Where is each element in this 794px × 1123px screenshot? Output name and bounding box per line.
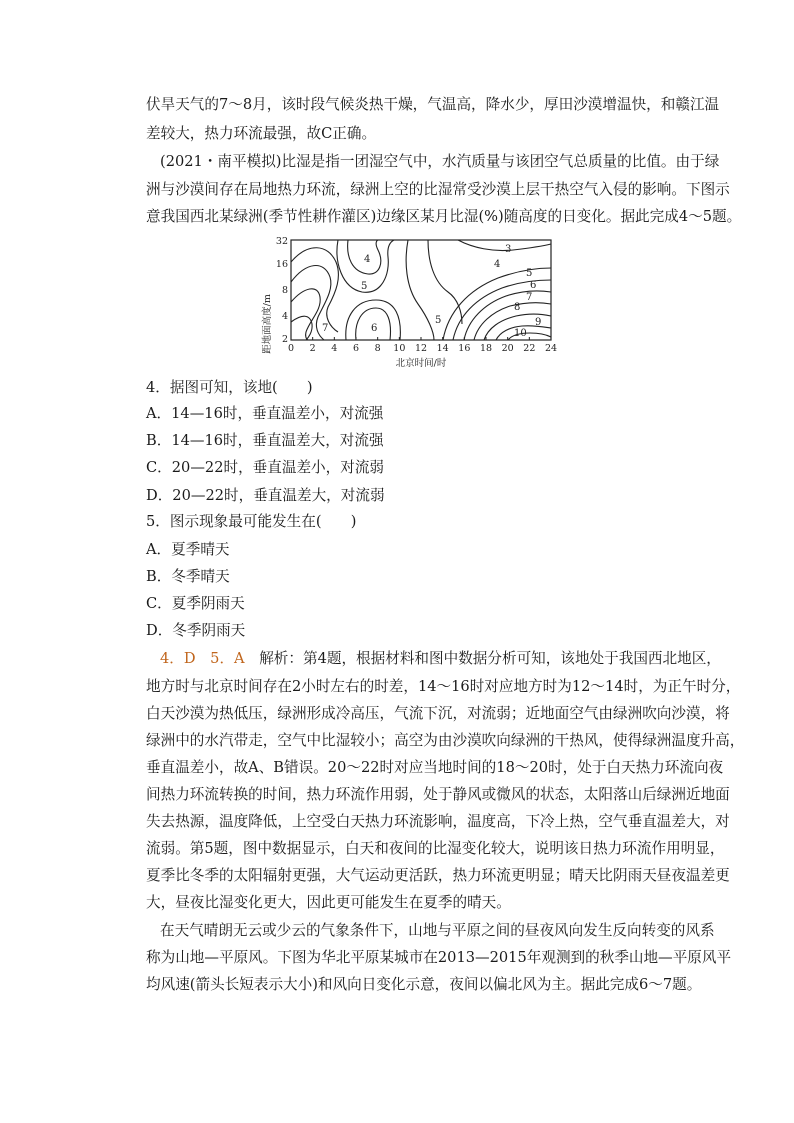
x-tick-label: 10 (393, 343, 406, 354)
y-tick-label: 16 (275, 259, 288, 270)
contour-label: 5 (435, 315, 442, 326)
contour-line (406, 240, 434, 340)
question-4-option-b[interactable]: B．14—16时，垂直温差大，对流强 (146, 432, 384, 449)
contour-label: 6 (371, 323, 378, 334)
contour-lines (291, 240, 551, 340)
y-tick-label: 32 (275, 236, 288, 247)
text-line: 意我国西北某绿洲(季节性耕作灌区)边缘区某月比湿(%)随高度的日变化。据此完成4～5题。 (146, 208, 742, 225)
y-tick-label: 4 (281, 311, 288, 322)
contour-label: 4 (494, 259, 501, 270)
contour-line (428, 240, 462, 324)
question-5-stem: 5．图示现象最可能发生在( ) (146, 513, 357, 530)
y-tick-label: 8 (281, 285, 288, 296)
analysis-line: 地方时与北京时间存在2小时左右的时差，14～16时对应地方时为12～14时，为正午时分， (146, 678, 741, 695)
question-4-stem: 4．据图可知，该地( ) (146, 379, 313, 396)
contour-label: 5 (526, 268, 533, 279)
analysis-line: 白天沙漠为热低压，绿洲形成冷高压，气流下沉，对流弱；近地面空气由绿洲吹向沙漠，将 (146, 705, 730, 722)
analysis-line: 失去热源，温度降低，上空受白天热力环流影响，温度高，下冷上热，空气垂直温差大，对 (146, 813, 730, 830)
question-5-option-c[interactable]: C．夏季阴雨天 (146, 595, 245, 612)
analysis-line: 间热力环流转换的时间，热力环流作用弱，处于静风或微风的状态，太阳落山后绿洲近地面 (146, 786, 730, 803)
analysis-line: 大，昼夜比湿变化更大，因此更可能发生在夏季的晴天。 (146, 894, 511, 911)
x-tick-label: 20 (501, 343, 514, 354)
y-tick-label: 2 (281, 334, 288, 345)
x-tick-label: 6 (352, 343, 360, 354)
text-line: 洲与沙漠间存在局地热力环流，绿洲上空的比湿常受沙漠上层干热空气入侵的影响。下图示 (146, 181, 730, 198)
text-line: 差较大，热力环流最强，故C正确。 (146, 125, 377, 142)
x-tick-label: 14 (436, 343, 449, 354)
question-4-option-a[interactable]: A．14—16时，垂直温差小，对流强 (146, 405, 384, 422)
contour-line (291, 248, 338, 332)
contour-line (291, 289, 320, 340)
contour-label: 3 (505, 244, 512, 255)
question-5-option-b[interactable]: B．冬季晴天 (146, 568, 230, 585)
x-tick-label: 24 (544, 343, 558, 354)
contour-label: 7 (526, 292, 533, 303)
analysis-text: 解析：第4题，根据材料和图中数据分析可知，该地处于我国西北地区， (244, 650, 721, 667)
answer-key: 4．D 5．A (160, 650, 245, 667)
contour-line (443, 268, 551, 340)
contour-line (346, 300, 401, 340)
contour-label: 7 (322, 323, 329, 334)
contour-line (291, 316, 312, 340)
contour-label: 6 (530, 280, 537, 291)
analysis-line: 垂直温差小，故A、B错误。20～22时对应当地时间的18～20时，处于白天热力环流向夜 (146, 759, 724, 776)
x-tick-label: 12 (414, 343, 428, 354)
contour-label: 9 (535, 317, 542, 328)
text-line: (2021・南平模拟)比湿是指一团湿空气中，水汽质量与该团空气总质量的比值。由于绿 (160, 153, 720, 170)
text-line: 在天气晴朗无云或少云的气象条件下，山地与平原之间的昼夜风向发生反向转变的风系 (160, 922, 715, 939)
x-tick-label: 2 (309, 343, 316, 354)
analysis-line: 流弱。第5题，图中数据显示，白天和夜间的比湿变化较大，说明该日热力环流作用明显， (146, 840, 725, 857)
answer-line (160, 649, 721, 669)
text-line: 伏旱天气的7～8月，该时段气候炎热干燥，气温高，降水少，厚田沙漠增温快，和赣江温 (146, 96, 720, 113)
x-tick-label: 16 (458, 343, 471, 354)
contour-label: 10 (514, 328, 527, 339)
question-5-option-d[interactable]: D．冬季阴雨天 (146, 622, 246, 639)
text-line: 称为山地—平原风。下图为华北平原某城市在2013—2015年观测到的秋季山地—平原风平 (146, 949, 732, 966)
x-tick-label: 0 (287, 343, 295, 354)
contour-label: 8 (514, 302, 521, 313)
question-4-option-d[interactable]: D．20—22时，垂直温差大，对流弱 (146, 487, 385, 504)
contour-label: 5 (361, 281, 368, 292)
question-5-option-a[interactable]: A．夏季晴天 (146, 541, 230, 558)
question-4-option-c[interactable]: C．20—22时，垂直温差小，对流弱 (146, 459, 385, 476)
contour-chart (258, 232, 558, 372)
x-tick-label: 8 (374, 343, 381, 354)
specific-humidity-contour-figure (258, 232, 558, 372)
y-axis-label: 距地面高度/m (262, 294, 273, 354)
contour-label: 4 (364, 254, 371, 265)
text-line: 均风速(箭头长短表示大小)和风向日变化示意，夜间以偏北风为主。据此完成6～7题。 (146, 976, 702, 993)
x-tick-label: 22 (523, 343, 536, 354)
analysis-line: 夏季比冬季的太阳辐射更强，大气运动更活跃，热力环流更明显；晴天比阴雨天昼夜温差更 (146, 867, 730, 884)
x-axis-label: 北京时间/时 (395, 358, 447, 369)
analysis-line: 绿洲中的水汽带走，空气中比湿较小；高空为由沙漠吹向绿洲的干热风，使得绿洲温度升高， (146, 732, 745, 749)
x-tick-label: 18 (479, 343, 493, 354)
x-tick-label: 4 (331, 343, 338, 354)
